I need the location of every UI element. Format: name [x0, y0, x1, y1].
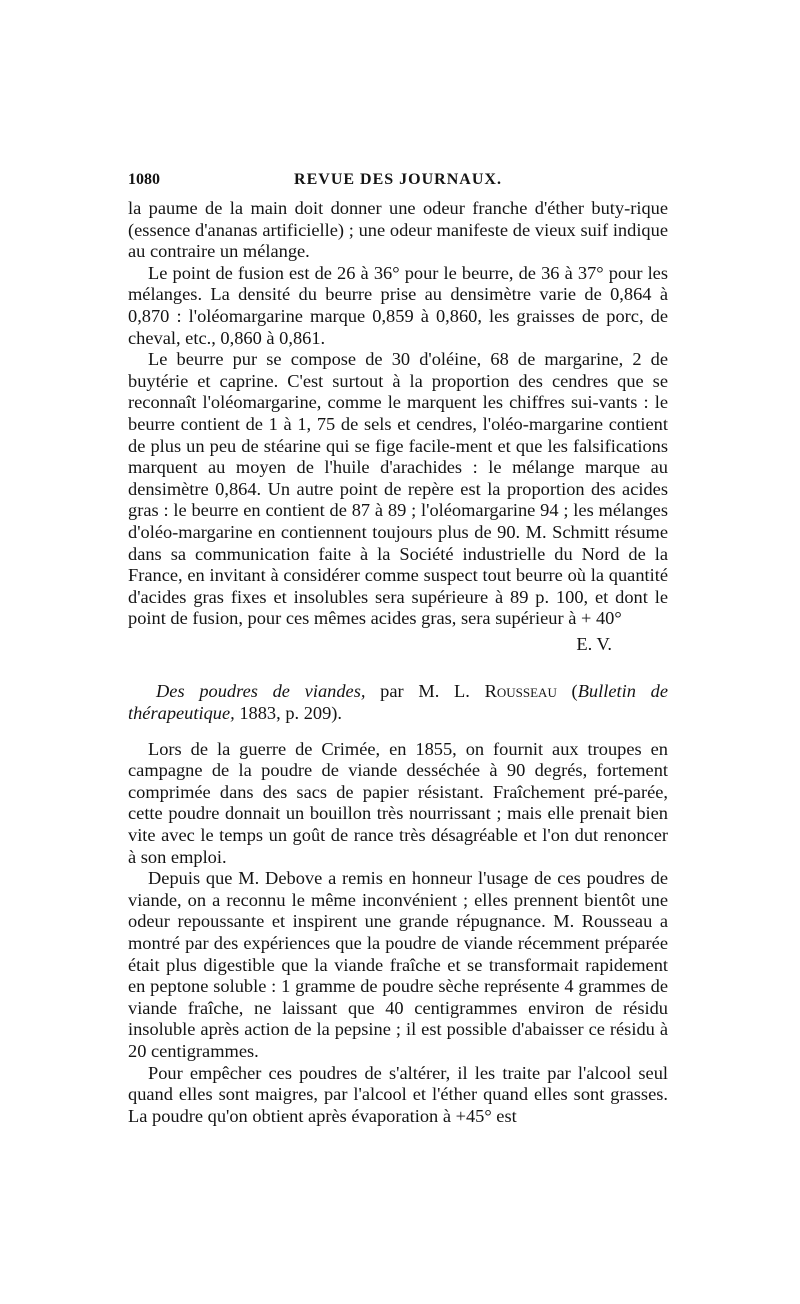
paragraph-continuation: la paume de la main doit donner une odeur franche d'éther buty-rique (essence d'ananas artificielle) ; une odeur manifeste de vieux suif indique au contraire un mélange. [128, 198, 668, 262]
page-number: 1080 [128, 171, 160, 188]
paragraph-preservation: Pour empêcher ces poudres de s'altérer, il les traite par l'alcool seul quand elles sont maigres, par l'alcool et l'éther quand elles sont grasses. La poudre qu'on obtient après évaporation à +45° est [128, 1062, 668, 1126]
running-header [128, 170, 668, 190]
article-meat-powders [128, 739, 668, 1128]
article-butter [128, 198, 668, 655]
paragraph-composition: Le beurre pur se compose de 30 d'oléine, 68 de margarine, 2 de buytérie et caprine. C'est surtout à la proportion des cendres que se reconnaît l'oléomargarine, comme le marquent les chiffres sui-vants : le beurre contient de 1 à 1, 75 de sels et cendres, l'oléo-margarine contient de plus un peu de stéarine qui se fige facile-ment et que les falsifications marquent au moyen de l'huile d'arachides : le mélange marque au densimètre 0,864. Un autre point de repère est la proportion des acides gras : le beurre en contient de 87 à 89 ; l'oléomargarine 94 ; les mélanges d'oléo-margarine en contiennent toujours plus de 90. M. Schmitt résume dans sa communication faite à la Société industrielle du Nord de la France, en invitant à considérer comme suspect tout beurre où la quantité d'acides gras fixes et insolubles sera supérieure à 89 p. 100, et dont le point de fusion, pour ces mêmes acides gras, sera supérieur à + 40° [128, 349, 668, 629]
citation-title: Des poudres de viandes, [156, 681, 366, 702]
article-citation [128, 681, 668, 724]
paragraph-crimea: Lors de la guerre de Crimée, en 1855, on fournit aux troupes en campagne de la poudre de viande desséchée à 90 degrés, fortement comprimée dans des sacs de papier résistant. Fraîchement pré-parée, cette poudre donnait un bouillon très nourrissant ; mais elle prenait bien vite avec le temps un goût de rance très désagréable et l'on dut renoncer à son emploi. [128, 738, 668, 867]
citation-journal-open: ( [556, 681, 578, 702]
citation-journal: Bulletin de thérapeutique, [128, 681, 668, 724]
citation-author: Rousseau [484, 681, 557, 702]
citation-by: par M. L. [365, 681, 485, 702]
page [128, 170, 668, 1127]
paragraph-debove: Depuis que M. Debove a remis en honneur l'usage de ces poudres de viande, on a reconnu le même inconvénient ; elles prennent bientôt une odeur repoussante et inspirent une grande répugnance. M. Rousseau a montré par des expériences que la poudre de viande récemment préparée était plus digestible que la viande fraîche et se transformait rapidement en peptone soluble : 1 gramme de poudre sèche représente 4 grammes de viande fraîche, ne laissant que 40 centigrammes environ de résidu insoluble après action de la pepsine ; il est possible d'abaisser ce résidu à 20 centigrammes. [128, 868, 668, 1061]
author-signature: E. V. [576, 633, 612, 654]
paragraph-fusion-point: Le point de fusion est de 26 à 36° pour le beurre, de 36 à 37° pour les mélanges. La densité du beurre prise au densimètre varie de 0,864 à 0,870 : l'oléomargarine marque 0,859 à 0,860, les graisses de porc, de cheval, etc., 0,860 à 0,861. [128, 262, 668, 348]
citation-details: 1883, p. 209). [234, 703, 343, 724]
running-title: REVUE DES JOURNAUX. [294, 171, 502, 188]
